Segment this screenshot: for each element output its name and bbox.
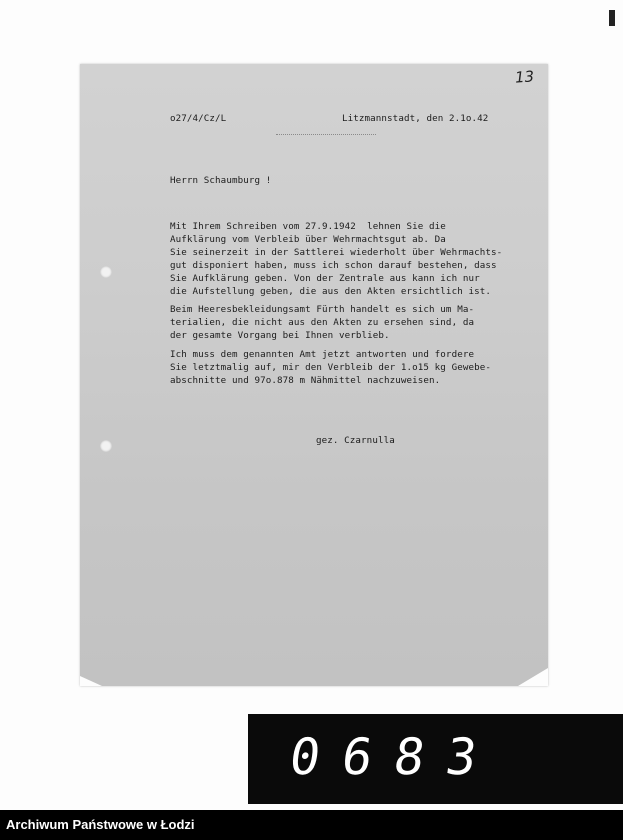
signature: gez. Czarnulla — [316, 435, 395, 446]
punch-hole — [100, 440, 112, 452]
film-edge-mark — [609, 10, 615, 26]
archive-number-strip — [248, 714, 623, 804]
torn-corner — [80, 676, 102, 686]
paragraph-line: Sie letztmalig auf, mir den Verbleib der 1.o15 kg Gewebe- — [170, 362, 491, 373]
paragraph-line: Aufklärung vom Verbleib über Wehrmachtsgut ab. Da — [170, 234, 446, 245]
place-date: Litzmannstadt, den 2.1o.42 — [342, 113, 489, 124]
paragraph-line: Ich muss dem genannten Amt jetzt antworten und fordere — [170, 349, 475, 360]
paragraph-line: der gesamte Vorgang bei Ihnen verblieb. — [170, 330, 390, 341]
archive-number: 0683 — [285, 728, 503, 786]
archive-label: Archiwum Państwowe w Łodzi — [6, 817, 195, 832]
document-page — [80, 64, 548, 686]
salutation: Herrn Schaumburg ! — [170, 175, 272, 186]
paragraph-line: Sie seinerzeit in der Sattlerei wiederholt über Wehrmachts- — [170, 247, 503, 258]
paragraph-line: Beim Heeresbekleidungsamt Fürth handelt es sich um Ma- — [170, 304, 475, 315]
paragraph-line: Mit Ihrem Schreiben vom 27.9.1942 lehnen Sie die — [170, 221, 446, 232]
punch-hole — [100, 266, 112, 278]
paragraph-line: abschnitte und 97o.878 m Nähmittel nachzuweisen. — [170, 375, 441, 386]
archive-footer — [0, 810, 623, 840]
page-number: 13 — [514, 67, 535, 87]
paragraph-line: terialien, die nicht aus den Akten zu ersehen sind, da — [170, 317, 475, 328]
paragraph-line: Sie Aufklärung geben. Von der Zentrale aus kann ich nur — [170, 273, 480, 284]
paragraph-line: gut disponiert haben, muss ich schon darauf bestehen, dass — [170, 260, 497, 271]
paragraph-line: die Aufstellung geben, die aus den Akten ersichtlich ist. — [170, 286, 491, 297]
document-reference: o27/4/Cz/L — [170, 113, 227, 124]
dotted-rule — [276, 134, 376, 135]
torn-corner — [518, 668, 548, 686]
